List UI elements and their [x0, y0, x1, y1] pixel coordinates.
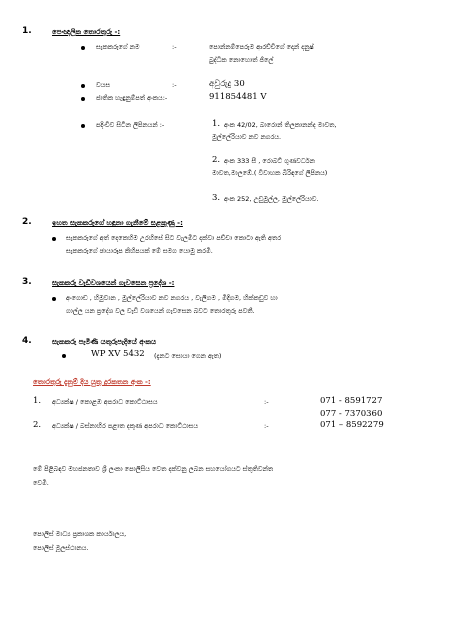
address-1-line1: අංක 42/02, බාරොන් තිලකානන්ද මාවත,	[224, 121, 337, 129]
address-3-line: අංක 252, උඩුමුල්ල, මුල්ලේරියාව.	[224, 195, 319, 203]
section-2-number: 2.	[22, 217, 32, 227]
section-2-line1: සැකකරුගේ අත් දෙකෙහිම උරහිසේ සිට වැලමිට දක්වා පච්චා කොටා ඇති අතර	[66, 234, 282, 242]
contact-2-phone1: 071 – 8592279	[320, 420, 384, 430]
age-value: අවුරුදු 30	[209, 79, 245, 89]
nic-value: 911854481 V	[209, 92, 267, 102]
bullet	[52, 297, 56, 301]
address-3-number: 3.	[212, 193, 221, 203]
nic-label: ජාතික හැඳුනුම්පත් අංකය:-	[96, 94, 168, 102]
address-2-line1: අංක 333 සී , රොබට් ගුණවර්ධන	[224, 157, 315, 165]
contact-2-label: අධ්‍යක්ෂ / බස්නාහිර පළාත දකුණ අපරාධ කොට්ඨාසය	[52, 422, 199, 430]
age-separator: :-	[172, 81, 177, 89]
section-3-number: 3.	[22, 277, 32, 287]
section-4-title: සැකකරු පැමිණි යතුරුපැදියේ අංකය	[52, 338, 157, 346]
address-2-line2: මාවත,මාලඹේ.( විවාහක බිරිඳගේ ලිපිනය)	[212, 169, 328, 177]
section-4-number: 4.	[22, 336, 32, 346]
vehicle-note: (දැනට සොයා ගෙන ඇත)	[154, 352, 222, 360]
contact-2-number: 2.	[33, 420, 42, 430]
section-3-line1: අංගොඩ , හිමුවාන , මුල්ලේරියාව නව නගරය , වැලිගම , මිදිගම, හික්කඩුව හා	[66, 294, 278, 302]
address-label: පදිංචිව සිටින ලිපිනයන් :-	[96, 121, 165, 129]
bullet	[81, 46, 85, 50]
name-value-line1: පොන්නම්පෙරුම ආරච්චිගේ දොන් දනුෂ්	[209, 43, 314, 51]
name-value-line2: බුද්ධික නොහොත් ජිලේ	[209, 56, 274, 64]
section-1-number: 1.	[22, 26, 32, 36]
address-1-number: 1.	[212, 119, 221, 129]
name-separator: :-	[172, 43, 177, 51]
name-label: සැකකරුගේ නම	[96, 43, 140, 51]
contact-1-phone2: 077 - 7370360	[320, 409, 383, 419]
bullet	[81, 84, 85, 88]
signature-line2: පොලිස් මූලස්ථානය.	[33, 544, 89, 552]
section-3-title: සැකකරු වැඩිවශයෙන් ගැවසෙන ප්‍රදේශ -:	[52, 279, 175, 287]
bullet	[52, 237, 56, 241]
section-2-title: ඉහත සැකකරුගේ හඳුනා ගැනීමේ සළකුණු -:	[52, 219, 183, 227]
address-2-number: 2.	[212, 155, 221, 165]
contact-2-separator: :-	[264, 422, 269, 430]
contact-1-separator: :-	[264, 398, 269, 406]
bullet	[81, 97, 85, 101]
bullet	[62, 354, 66, 358]
section-1-title: පෙංඥලික තොරතුරු -:	[52, 28, 121, 36]
closing-line2: වෙමි.	[33, 479, 49, 487]
contact-1-label: අධ්‍යක්ෂ / කොළඹ අපරාධ කොට්ඨාසය	[52, 398, 158, 406]
bullet	[81, 124, 85, 128]
age-label: වයස	[96, 81, 111, 89]
contact-1-phone1: 071 - 8591727	[320, 396, 383, 406]
signature-line1: පොලිස් මාධ්‍ය ප්‍රකාශක කාර්යාලය,	[33, 530, 127, 538]
contact-1-number: 1.	[33, 396, 42, 406]
vehicle-number: WP XV 5432	[91, 349, 145, 359]
closing-line1: මේ පිළිබඳව මහජනතාව ශ්‍රී ලංකා පොලිසිය වෙත දක්වනු ලබන සහයෝගයට ස්තුතිවන්ත	[33, 465, 274, 473]
address-1-line2: මුල්ලේරියාව නව නගරය.	[212, 133, 282, 141]
contacts-title: තොරතුරු දැනුම් දිය යුතු දුරකතන අංක -:	[33, 378, 151, 386]
section-3-line2: ගාල්ල යන ප්‍රදේශ වල වැඩි වශයෙන් ගැවසෙන බවට තොරතුරු පවතී.	[66, 307, 255, 315]
section-2-line2: සැකකරුගේ ඡායාරූප කිහිපයක් මේ සමග යොමු කරමි.	[66, 247, 213, 255]
